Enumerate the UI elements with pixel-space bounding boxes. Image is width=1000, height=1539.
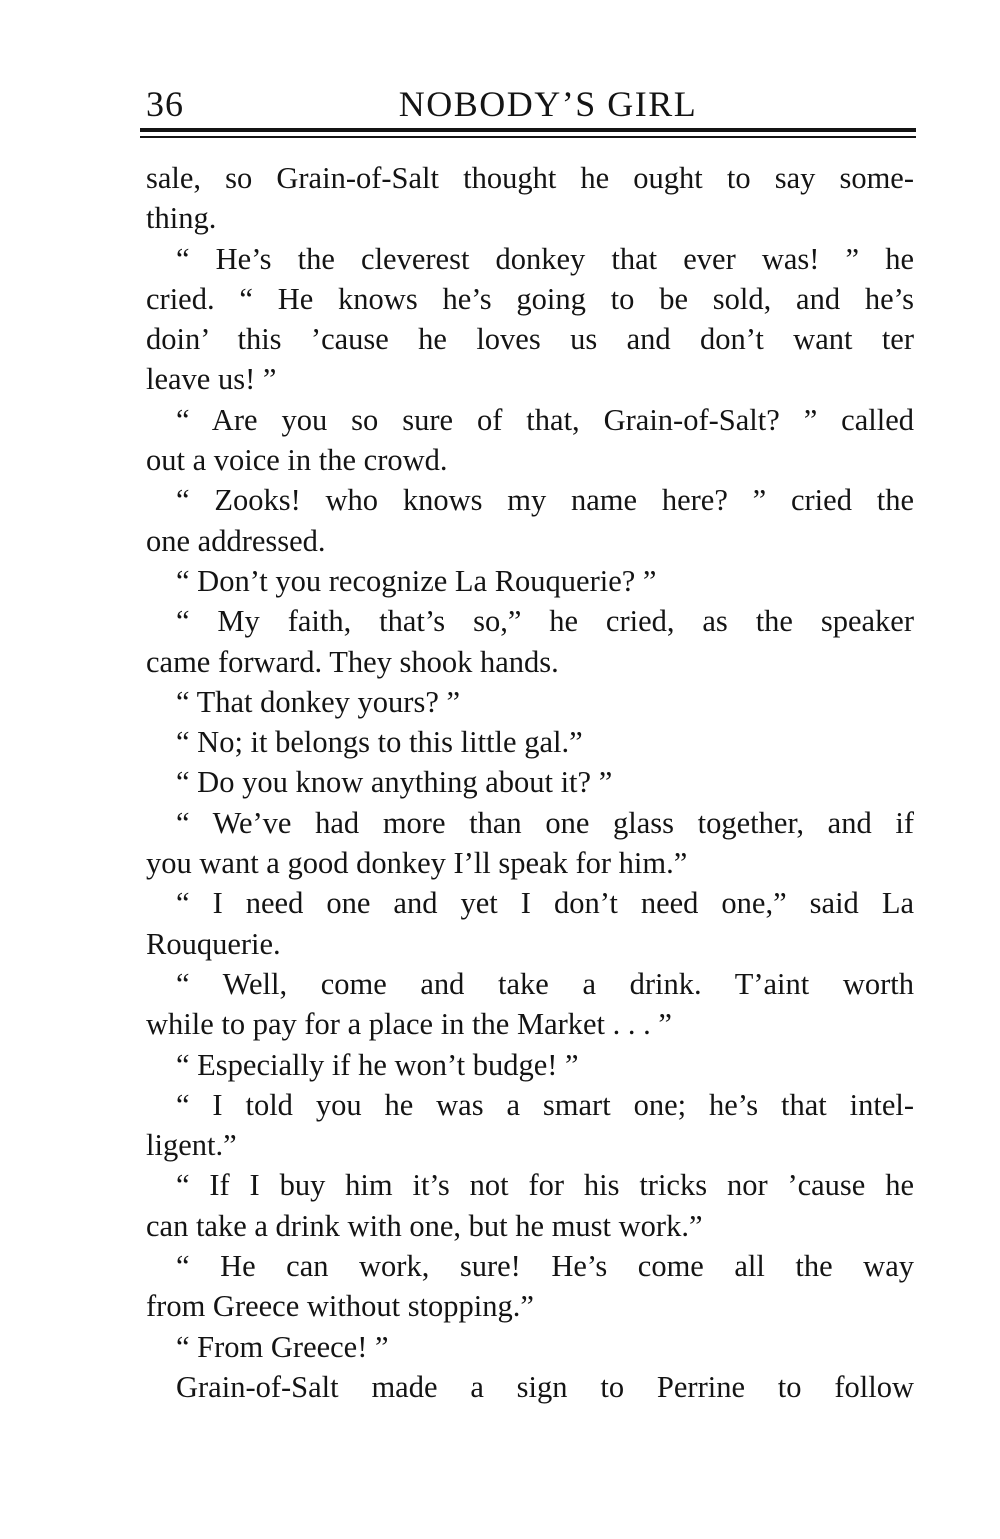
text-line: ligent.” bbox=[146, 1128, 237, 1163]
text-line: one addressed. bbox=[146, 523, 326, 558]
text-line: “ Zooks! who knows my name here? ” cried the bbox=[176, 483, 914, 518]
text-line: Rouquerie. bbox=[146, 926, 281, 961]
text-line: “ Do you know anything about it? ” bbox=[176, 765, 613, 800]
text-line: “ He can work, sure! He’s come all the way bbox=[176, 1249, 914, 1284]
text-line: “ Don’t you recognize La Rouquerie? ” bbox=[176, 563, 657, 598]
text-line: Grain-of-Salt made a sign to Perrine to follow bbox=[176, 1369, 914, 1404]
header-rule-thin bbox=[140, 136, 916, 138]
text-line: “ I told you he was a smart one; he’s that intel- bbox=[176, 1087, 914, 1122]
text-line: “ No; it belongs to this little gal.” bbox=[176, 725, 583, 760]
text-line: while to pay for a place in the Market . . . ” bbox=[146, 1007, 672, 1042]
text-line: cried. “ He knows he’s going to be sold, and he’s bbox=[146, 281, 914, 316]
page-header bbox=[146, 80, 914, 128]
running-title: NOBODY’S GIRL bbox=[398, 84, 698, 124]
text-line: out a voice in the crowd. bbox=[146, 443, 448, 478]
body-text bbox=[146, 158, 914, 1407]
text-line: “ From Greece! ” bbox=[176, 1329, 389, 1364]
text-line: sale, so Grain-of-Salt thought he ought to say some- bbox=[146, 161, 914, 195]
text-line: “ My faith, that’s so,” he cried, as the speaker bbox=[176, 604, 914, 639]
text-line: leave us! ” bbox=[146, 362, 277, 397]
text-line: “ I need one and yet I don’t need one,” said La bbox=[176, 886, 914, 921]
header-rule-thick bbox=[140, 128, 916, 132]
text-line: you want a good donkey I’ll speak for him.” bbox=[146, 846, 688, 881]
text-line: came forward. They shook hands. bbox=[146, 644, 559, 679]
text-line: “ He’s the cleverest donkey that ever was! ” he bbox=[176, 241, 914, 276]
text-line: thing. bbox=[146, 201, 217, 236]
text-line: doin’ this ’cause he loves us and don’t want ter bbox=[146, 322, 914, 357]
page-number: 36 bbox=[146, 84, 184, 124]
text-line: “ Well, come and take a drink. T’aint worth bbox=[176, 966, 914, 1001]
text-line: “ We’ve had more than one glass together, and if bbox=[176, 805, 914, 840]
text-line: from Greece without stopping.” bbox=[146, 1289, 534, 1324]
text-line: can take a drink with one, but he must work.” bbox=[146, 1208, 703, 1243]
text-line: “ If I buy him it’s not for his tricks nor ’cause he bbox=[176, 1168, 914, 1203]
text-line: “ That donkey yours? ” bbox=[176, 684, 461, 719]
text-line: “ Are you so sure of that, Grain-of-Salt? ” called bbox=[176, 402, 914, 437]
text-line: “ Especially if he won’t budge! ” bbox=[176, 1047, 579, 1082]
